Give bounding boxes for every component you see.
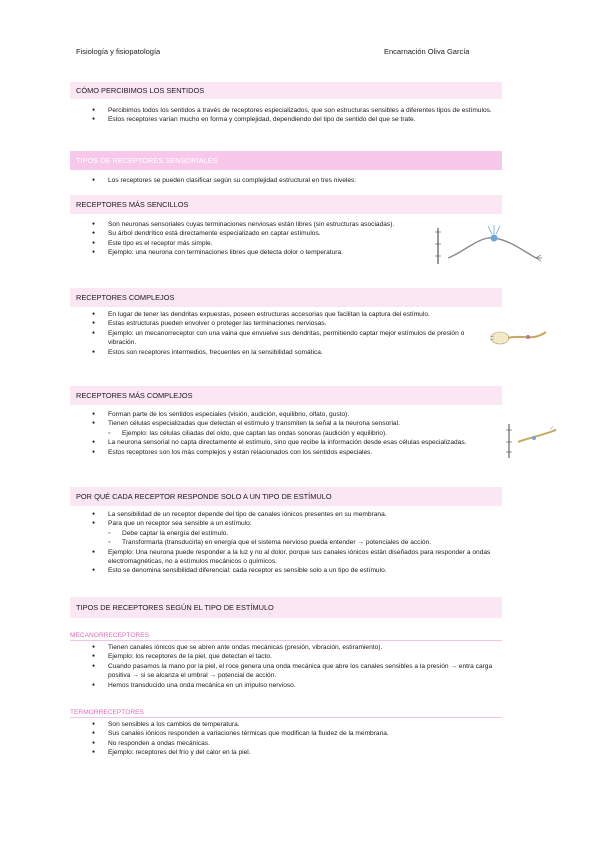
section-title-mas-complejos: RECEPTORES MÁS COMPLEJOS (70, 386, 502, 405)
list-item: ● La neurona sensorial no capta directamente el estímulo, sino que recibe la información desde esas células especializadas. (92, 438, 492, 447)
list-item: ● Tienen células especializadas que detectan el estímulo y transmiten la señal a la neurona sensorial. (92, 419, 492, 428)
subsection-label-mecanorreceptores: MECANORRECEPTORES (70, 632, 150, 639)
list-item: ● Son neuronas sensoriales cuyas terminaciones nerviosas están libres (sin estructuras asociadas). (92, 220, 412, 229)
subsection-label-termorreceptores: TERMORRECEPTORES (70, 709, 144, 716)
list-item: ● Su árbol dendrítico está directamente especializado en captar estímulos. (92, 229, 412, 238)
list-percibimos (92, 106, 502, 125)
list-item: ● Los receptores se pueden clasificar según su complejidad estructural en tres niveles: (92, 176, 502, 185)
list-item: ● Tienen canales iónicos que se abren ante ondas mecánicas (presión, vibración, estiramiento). (92, 643, 502, 652)
section-title-segun-estimulo: TIPOS DE RECEPTORES SEGÚN EL TIPO DE ESTÍMULO (70, 597, 502, 618)
list-item: ● Ejemplo: receptores del frío y del calor en la piel. (92, 748, 502, 757)
list-item: ● Hemos transducido una onda mecánica en un impulso nervioso. (92, 681, 502, 690)
mechanoreceptor-figure (488, 312, 550, 360)
list-mas-complejos (92, 410, 492, 457)
subsection-divider (70, 640, 502, 641)
subsection-divider (70, 717, 502, 718)
list-item: ● No responden a ondas mecánicas. (92, 739, 502, 748)
list-sencillos (92, 220, 412, 258)
section-title-tipos: TIPOS DE RECEPTORES SENSORIALES (70, 151, 502, 170)
list-item: ● Este tipo es el receptor más simple. (92, 239, 412, 248)
sub-list-item: ◦ Ejemplo: las células ciliadas del oído, que captan las ondas sonoras (audición y equilibrio). (108, 429, 492, 438)
list-item: ● Estos receptores son los más complejos y están relacionados con los sentidos especiales. (92, 448, 492, 457)
free-nerve-ending-figure (434, 222, 542, 270)
list-item: ● Forman parte de los sentidos especiales (visión, audición, equilibrio, olfato, gusto). (92, 410, 492, 419)
section-title-complejos: RECEPTORES COMPLEJOS (70, 288, 502, 307)
section-title-por-que: POR QUÉ CADA RECEPTOR RESPONDE SOLO A UN TIPO DE ESTÍMULO (70, 487, 502, 506)
list-item: ● Cuando pasamos la mano por la piel, el roce genera una onda mecánica que abre los canales sensibles a la presión → entra carga positiva → si se alcanza el umbral → potencial de acción. (92, 662, 502, 681)
list-item: ● Esto se denomina sensibilidad diferencial: cada receptor es sensible solo a un tipo de estímulo. (92, 566, 502, 575)
list-item: ● Ejemplo: un mecanorreceptor con una vaina que envuelve sus dendritas, permitiendo captar mejor estímulos de presión o vibración. (92, 329, 487, 348)
list-termorreceptores (92, 720, 502, 758)
list-complejos (92, 310, 487, 357)
list-item: ● Estos receptores varían mucho en forma y complejidad, dependiendo del tipo de sentido del que se trate. (92, 115, 502, 124)
header-subject: Fisiología y fisiopatología (76, 47, 161, 56)
list-item: ● En lugar de tener las dendritas expuestas, poseen estructuras accesorias que facilitan la captura del estímulo. (92, 310, 487, 319)
header-author: Encarnación Oliva García (384, 47, 470, 56)
list-item: ● Ejemplo: los receptores de la piel, que detectan el tacto. (92, 652, 502, 661)
sub-list-item: ◦ Debe captar la energía del estímulo. (108, 529, 502, 538)
list-item: ● Percibimos todos los sentidos a través de receptores especializados, que son estructuras sensibles a diferentes tipos de estímulos. (92, 106, 502, 115)
section-title-percibimos: CÓMO PERCIBIMOS LOS SENTIDOS (70, 82, 502, 99)
list-item: ● Ejemplo: Una neurona puede responder a la luz y no al dolor, porque sus canales iónicos están diseñados para responder a ondas electromagnéticas, no a estímulos mecánicos o químicos. (92, 548, 502, 567)
list-item: ● Para que un receptor sea sensible a un estímulo: (92, 519, 502, 528)
list-item: ● Estos son receptores intermedios, frecuentes en la sensibilidad somática. (92, 348, 487, 357)
list-item: ● Sus canales iónicos responden a variaciones térmicas que modifican la fluidez de la membrana. (92, 729, 502, 738)
list-item: ● Estas estructuras pueden envolver o proteger las terminaciones nerviosas. (92, 319, 487, 328)
list-tipos (92, 176, 502, 185)
section-title-sencillos: RECEPTORES MÁS SENCILLOS (70, 195, 502, 214)
hair-cell-receptor-figure (506, 420, 558, 462)
list-item: ● La sensibilidad de un receptor depende del tipo de canales iónicos presentes en su membrana. (92, 510, 502, 519)
list-item: ● Ejemplo: una neurona con terminaciones libres que detecta dolor o temperatura. (92, 248, 412, 257)
list-por-que (92, 510, 502, 576)
list-mecanorreceptores (92, 643, 502, 690)
sub-list-item: ◦ Transformarla (transducirla) en energía que el sistema nervioso pueda entender → potenciales de acción. (108, 538, 502, 547)
list-item: ● Son sensibles a los cambios de temperatura. (92, 720, 502, 729)
